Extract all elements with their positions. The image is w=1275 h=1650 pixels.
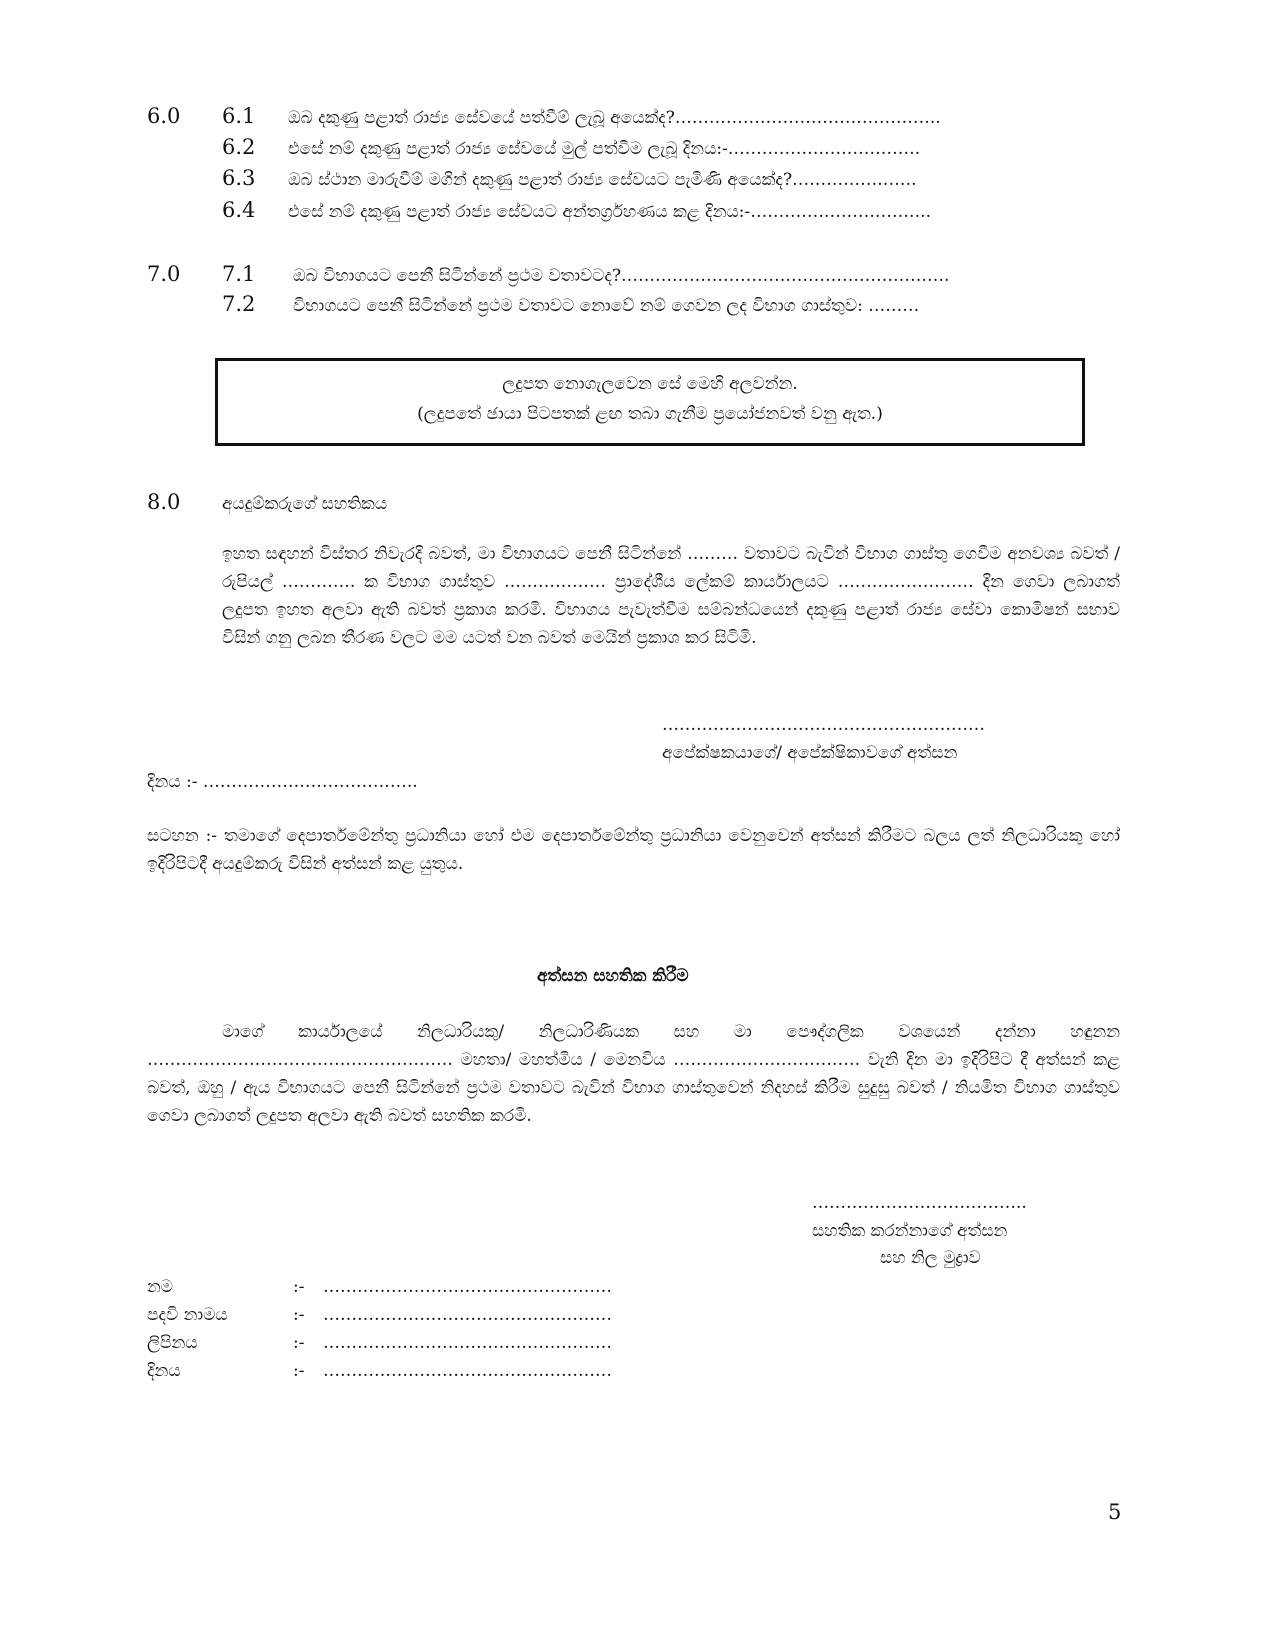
certifier-seal-label: සහ නිල මුද්‍රාව (880, 1248, 981, 1268)
field-designation-dots: …………………………………………… (323, 1305, 612, 1325)
certifier-signature-dots: ……………………………….. (812, 1193, 1027, 1213)
field-designation-sep: :- (293, 1305, 305, 1325)
item-6-4-text: එසේ නම් දකුණු පළාත් රාජ්‍ය සේවයට අන්තර්ග්‍රහණය කළ දිනය:-………………………….. (288, 202, 931, 222)
attestation-paragraph: මාගේ කාර්යාලයේ නිලධාරියකු/ නිලධාරිණියක සහ මා පෞද්ගලික වශයෙන් දන්නා හඳුනන ……………………………………………… මහතා/ මහත්මිය / මෙනවිය …………………………… වැනි දින මා ඉදිරිපිට දී අත්සන් කළ බවත්, ඔහු / ඇය විභාගයට පෙනී සිටින්නේ ප්‍රථම වතාවට බැවින් විභාග ගාස්තුවෙන් නිදහස් කිරීම සුදුසු බවත් / නියමිත විභාග ගාස්තුව ගෙවා ලබාගත් ලදුපත අලවා ඇති බවත් සහතික කරමි. (147, 1022, 1120, 1126)
item-7-1-number: 7.1 (222, 262, 256, 286)
certifier-signature-label: සහතික කරන්නාගේ අත්සන (812, 1221, 1008, 1241)
field-date-label: දිනය (147, 1361, 181, 1381)
item-6-1-text: ඔබ දකුණු පළාත් රාජ්‍ය සේවයේ පත්වීම් ලැබූ අයෙක්ද?……………………………………….. (288, 108, 941, 128)
note-paragraph: සටහන :- තමාගේ දෙපාර්තමේන්තු ප්‍රධානියා හෝ එම දෙපාර්තමේන්තු ප්‍රධානියා වෙනුවෙන් අත්සන් කිරීමට බලය ලත් නිලධාරියකු හෝ ඉදිරිපිටදී අයදුම්කරු විසින් අත්සන් කළ යුතුය. (147, 826, 1120, 874)
item-7-2-text: විභාගයට පෙනී සිටින්නේ ප්‍රථම වතාවට නොවේ නම් ගෙවන ලද විභාග ගාස්තුව: ……… (293, 296, 920, 316)
section-8-number: 8.0 (147, 490, 181, 514)
field-address-label: ලිපිනය (147, 1333, 198, 1353)
item-7-2-number: 7.2 (222, 292, 256, 316)
item-6-3-number: 6.3 (222, 166, 256, 190)
page-number: 5 (1108, 1500, 1122, 1524)
applicant-declaration-paragraph: ඉහත සඳහන් විස්තර නිවැරදි බවත්, මා විභාගයට පෙනී සිටින්නේ ……… වතාවට බැවින් විභාග ගාස්තු ගෙවීම අනවශ්‍ය බවත් / රුපියල් …………. ක විභාග ගාස්තුව ……………… ප්‍රාදේශීය ලේකම් කාර්යාලයට …………………… දින ගෙවා ලබාගත් ලදුපත ඉහත අලවා ඇති බවත් ප්‍රකාශ කරමි. විභාගය පැවැත්වීම සම්බන්ධයෙන් දකුණු පළාත් රාජ්‍ය සේවා කොමිෂන් සභාව විසින් ගනු ලබන තීරණ වලට මම යටත් වන බවත් මෙයින් ප්‍රකාශ කර සිටිමි. (222, 544, 1120, 648)
field-address-sep: :- (293, 1333, 305, 1353)
item-6-3-text: ඔබ ස්ථාන මාරුවීම් මගින් දකුණු පළාත් රාජ්‍ය සේවයට පැමිණි අයෙක්ද?…………………. (288, 170, 917, 190)
item-6-2-number: 6.2 (222, 135, 256, 159)
attestation-title: අත්සන සහතික කිරීම (537, 966, 689, 986)
notice-line-1: ලදුපත නොගැලවෙන සේ මෙහි අලවන්න. (502, 374, 798, 394)
applicant-signature-label: අපේක්ෂකයාගේ/ අපේක්ෂිකාවගේ අත්සන (662, 743, 958, 763)
item-6-2-text: එසේ නම් දකුණු පළාත් රාජ්‍ය සේවයේ මුල් පත්වීම ලැබූ දිනය:-……………………………. (288, 139, 921, 159)
notice-line-2: (ලදුපතේ ඡායා පිටපතක් ළඟ තබා ගැනීම ප්‍රයෝජනවත් වනු ඇත.) (417, 404, 883, 424)
receipt-paste-box (215, 358, 1085, 446)
field-date-dots: …………………………………………… (323, 1361, 612, 1381)
section-7-number: 7.0 (147, 262, 181, 286)
item-7-1-text: ඔබ විභාගයට පෙනී සිටින්නේ ප්‍රථම වතාවටද?…………………………………………………. (293, 266, 950, 286)
field-name-sep: :- (293, 1277, 305, 1297)
section-6-number: 6.0 (147, 104, 181, 128)
field-address-dots: …………………………………………… (323, 1333, 612, 1353)
applicant-date-line: දිනය :- ……………………………….. (147, 772, 418, 792)
field-name-label: නම (147, 1277, 174, 1297)
item-6-4-number: 6.4 (222, 198, 256, 222)
field-date-sep: :- (293, 1361, 305, 1381)
applicant-signature-dots: ………………………………………………… (662, 715, 985, 735)
section-8-title: අයදුම්කරුගේ සහතිකය (222, 494, 388, 514)
field-name-dots: …………………………………………… (323, 1277, 612, 1297)
field-designation-label: පදවි නාමය (147, 1305, 228, 1325)
item-6-1-number: 6.1 (222, 104, 256, 128)
